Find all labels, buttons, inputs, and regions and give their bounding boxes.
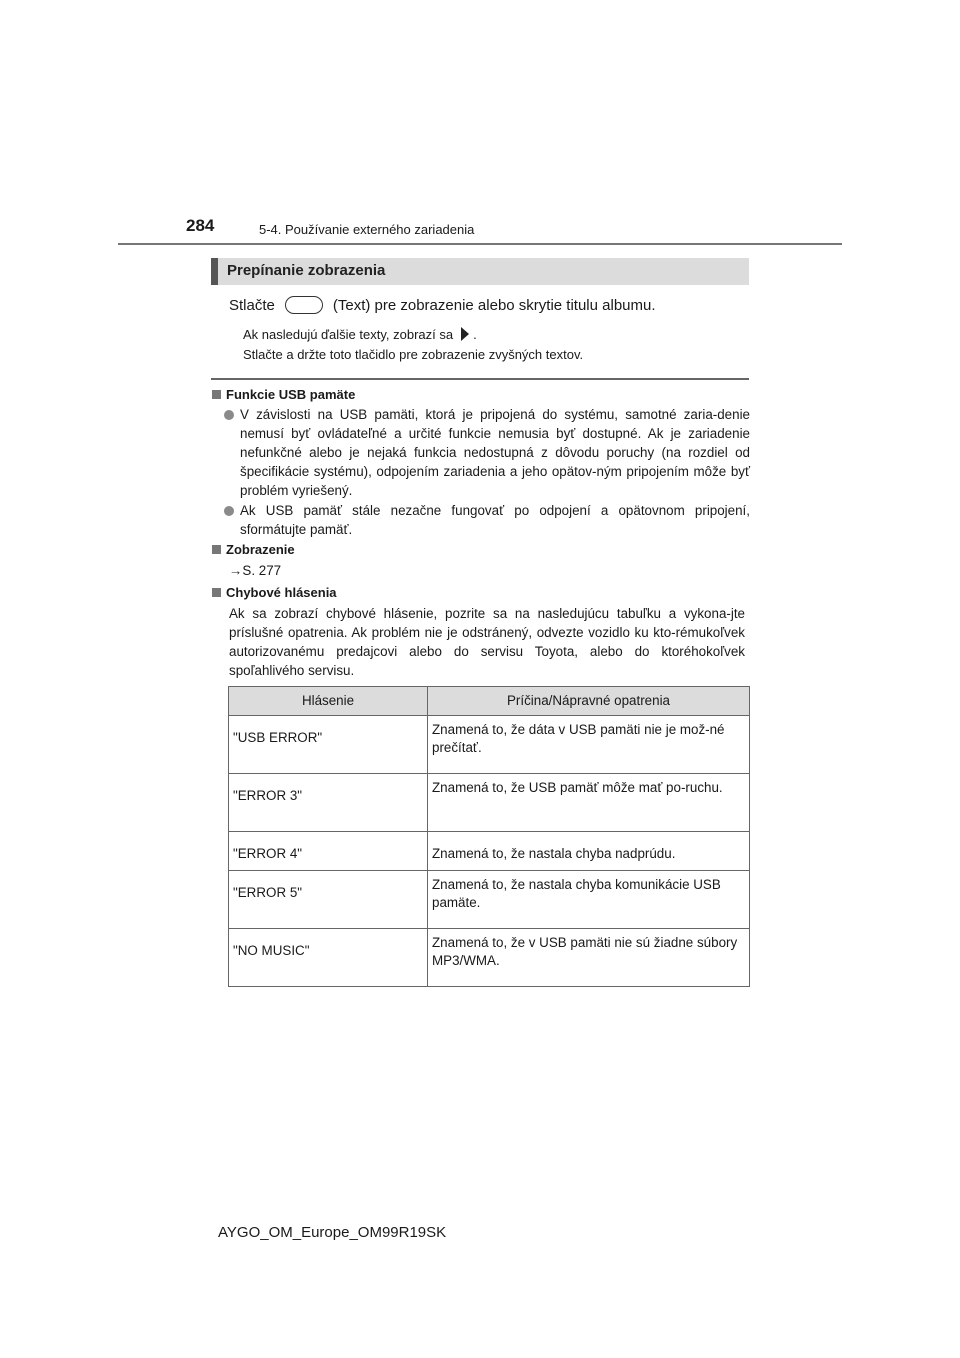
table-row [229,774,750,832]
display-heading-text: Zobrazenie [226,542,295,557]
error-cause-cell: Znamená to, že v USB pamäti nie sú žiadne súbory MP3/WMA. [428,929,750,987]
error-message-cell: "USB ERROR" [229,716,428,774]
usb-functions-heading-text: Funkcie USB pamäte [226,387,356,402]
chapter-title: 5-4. Používanie externého zariadenia [259,222,475,237]
page-reference: →S. 277 [229,563,282,578]
errors-paragraph: Ak sa zobrazí chybové hlásenie, pozrite sa na nasledujúcu tabuľku a vykona-jte príslušné opatrenia. Ak problém nie je odstránený, odvezte vozidlo ku kto-rémukoľvek autorizovanému predajcovi alebo do servisu Toyota, alebo do ktoréhokoľvek spoľahlivého servisu. [229,606,745,678]
error-cause-cell: Znamená to, že dáta v USB pamäti nie je mož-né prečítať. [428,716,750,774]
error-message-cell: "ERROR 3" [229,774,428,832]
col-header-cause: Príčina/Nápravné opatrenia [428,687,750,716]
table-row [229,832,750,871]
col-header-message: Hlásenie [229,687,428,716]
square-bullet-icon [212,545,221,554]
note-line-1 [243,327,477,342]
table-row [229,929,750,987]
errors-heading-text: Chybové hlásenia [226,585,337,600]
intro-line [229,296,656,314]
section-title: Prepínanie zobrazenia [227,262,386,279]
intro-before: Stlačte [229,297,275,314]
error-message-cell: "ERROR 5" [229,871,428,929]
bullet-text: Ak USB pamäť stále nezačne fungovať po odpojení a opätovnom pripojení, sformátujte pamäť. [240,503,750,537]
display-heading [212,542,295,557]
errors-heading [212,585,337,600]
square-bullet-icon [212,390,221,399]
text-button-icon [285,296,323,314]
usb-functions-heading [212,387,355,402]
list-item [224,405,750,500]
note-line-2: Stlačte a držte toto tlačidlo pre zobrazenie zvyšných textov. [243,347,584,362]
table-header-row [229,687,750,716]
table-row [229,716,750,774]
bullet-dot-icon [224,410,234,420]
bullet-dot-icon [224,506,234,516]
intro-after: (Text) pre zobrazenie alebo skrytie titulu albumu. [332,297,656,314]
error-message-cell: "ERROR 4" [229,832,428,871]
error-cause-cell: Znamená to, že nastala chyba nadprúdu. [428,832,750,871]
note1-before: Ak nasledujú ďalšie texty, zobrazí sa [243,327,454,342]
note1-after: . [473,327,477,342]
error-cause-cell: Znamená to, že USB pamäť môže mať po-ruchu. [428,774,750,832]
section-title-bar [211,258,749,285]
play-arrow-icon [461,327,469,341]
list-item [224,501,750,539]
table-row [229,871,750,929]
error-table [228,686,750,987]
page-number: 284 [186,216,215,235]
bullet-text: V závislosti na USB pamäti, ktorá je pripojená do systému, samotné zaria-denie nemusí byť ovládateľné a určité funkcie nemusia byť dostupné. Ak je zariadenie nefunkčné alebo je nejaká funkcia nedostupná z dôvodu poruchy (na rozdiel od špecifikácie systému), odpojením zariadenia a jeho opätov-ným pripojením môže byť problém vyriešený. [240,407,750,498]
error-message-cell: "NO MUSIC" [229,929,428,987]
document-id: AYGO_OM_Europe_OM99R19SK [218,1224,447,1241]
section-divider [211,378,749,380]
error-cause-cell: Znamená to, že nastala chyba komunikácie USB pamäte. [428,871,750,929]
header-rule [118,243,842,245]
square-bullet-icon [212,588,221,597]
